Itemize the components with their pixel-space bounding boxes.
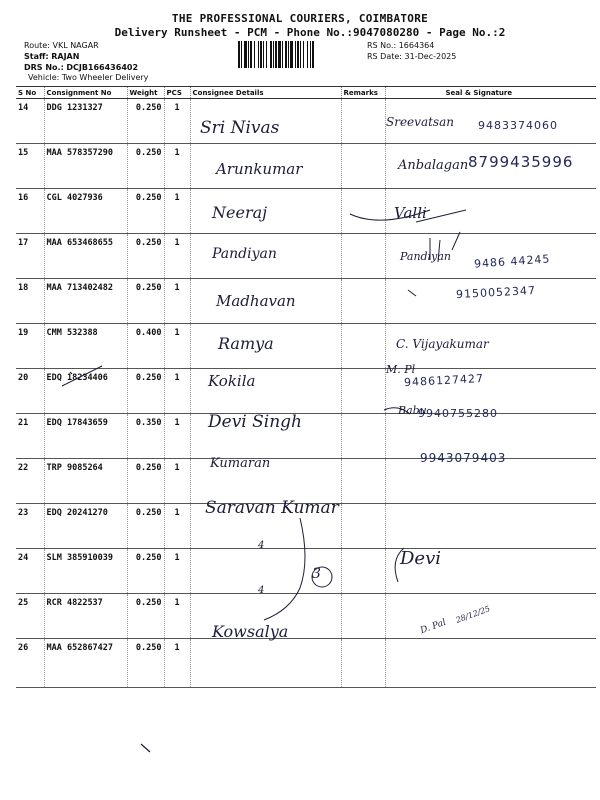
handwritten-name: Kokila [208,372,256,390]
weight-cell: 0.250 [127,234,164,279]
remarks-cell [341,459,385,504]
sno-cell: 26 [16,639,44,688]
consignment-cell: MAA 578357290 [44,144,127,189]
signature: Anbalagan [398,158,469,173]
sno-cell: 24 [16,549,44,594]
rs-date-label: RS Date: [367,52,402,61]
signature: Sreevatsan [386,115,454,129]
weight-cell: 0.250 [127,99,164,144]
weight-cell: 0.250 [127,459,164,504]
consignment-cell: CMM 532388 [44,324,127,369]
sno-cell: 23 [16,504,44,549]
consignment-cell: DDG 1231327 [44,99,127,144]
remarks-cell [341,189,385,234]
signature: Valli [394,204,427,222]
route-value: VKL NAGAR [52,41,99,50]
consignment-cell: EDQ 18234406 [44,369,127,414]
signature-cell [385,459,596,504]
company-title: THE PROFESSIONAL COURIERS, COIMBATORE [171,12,429,25]
sno-cell: 20 [16,369,44,414]
handwritten-phone: 9486127427 [403,371,485,390]
staff-value: RAJAN [51,52,80,61]
handwritten-name: Kumaran [210,456,271,471]
pcs-cell: 1 [164,414,190,459]
consignment-cell: EDQ 20241270 [44,504,127,549]
rs-date-value: 31-Dec-2025 [404,52,457,61]
date-note: 28/12/25 [454,604,492,625]
remarks-cell [341,414,385,459]
vehicle-label: Vehicle: [28,73,60,82]
drs-value: DCJB166436402 [66,63,139,72]
sno-cell: 14 [16,99,44,144]
sno-cell: 16 [16,189,44,234]
consignment-cell: MAA 652867427 [44,639,127,688]
consignment-cell: EDQ 17843659 [44,414,127,459]
handwritten-phone: 8799435996 [468,153,574,171]
remarks-cell [341,504,385,549]
sno-cell: 22 [16,459,44,504]
remarks-cell [341,99,385,144]
weight-cell: 0.250 [127,594,164,639]
remarks-cell [341,369,385,414]
table-row [16,594,596,639]
table-row [16,189,596,234]
weight-cell: 0.250 [127,549,164,594]
sno-cell: 25 [16,594,44,639]
handwritten-name: Arunkumar [216,160,303,178]
sno-cell: 17 [16,234,44,279]
route-label: Route: [24,41,50,50]
staff-line [24,51,79,62]
pcs-cell: 1 [164,144,190,189]
sno-cell: 18 [16,279,44,324]
table-row [16,459,596,504]
runsheet-table [16,86,596,688]
weight-cell: 0.250 [127,144,164,189]
remarks-cell [341,279,385,324]
weight-cell: 0.400 [127,324,164,369]
weight-cell: 0.250 [127,639,164,688]
staff-label: Staff: [24,52,49,61]
handwritten-name: Neeraj [212,203,268,222]
handwritten-name: Ramya [218,334,274,353]
vehicle-value: Two Wheeler Delivery [61,73,149,82]
remarks-cell [341,144,385,189]
consignment-cell: TRP 9085264 [44,459,127,504]
rs-no-value: 1664364 [398,41,435,50]
col-header-consignee: Consignee Details [190,87,341,99]
signature: Babu [398,404,427,417]
col-header-consignment: Consignment No [44,87,127,99]
handwritten-mark: 3 [312,566,321,582]
consignment-cell: CGL 4027936 [44,189,127,234]
table-header-row [16,87,596,99]
pcs-cell: 1 [164,189,190,234]
pcs-cell: 1 [164,639,190,688]
weight-cell: 0.250 [127,504,164,549]
col-header-pcs: PCS [164,87,190,99]
col-header-signature: Seal & Signature [385,87,596,99]
signature: Pandiyan [400,250,451,263]
consignment-cell: RCR 4822537 [44,594,127,639]
table-row [16,324,596,369]
handwritten-mark: 4 [258,540,265,551]
table-row [16,414,596,459]
remarks-cell [341,324,385,369]
handwritten-phone: 9486 44245 [473,252,551,271]
remarks-cell [341,639,385,688]
col-header-sno: S No [16,87,44,99]
handwritten-name: Devi Singh [208,412,302,432]
sno-cell: 19 [16,324,44,369]
sno-cell: 15 [16,144,44,189]
handwritten-phone: 9940755280 [418,407,498,420]
route-line [24,40,99,51]
signature: C. Vijayakumar [396,337,489,351]
consignment-cell: MAA 713402482 [44,279,127,324]
consignee-cell [190,639,341,688]
col-header-remarks: Remarks [341,87,385,99]
pcs-cell: 1 [164,459,190,504]
signature-cell [385,594,596,639]
vehicle-line [28,72,148,83]
handwritten-name: Madhavan [216,292,296,310]
handwritten-phone: 9483374060 [478,119,558,132]
weight-cell: 0.250 [127,279,164,324]
rs-no-line [367,40,434,51]
weight-cell: 0.350 [127,414,164,459]
sno-cell: 21 [16,414,44,459]
signature: Devi [400,548,442,569]
table-row [16,549,596,594]
pcs-cell: 1 [164,504,190,549]
handwritten-name: Pandiyan [212,246,277,262]
runsheet-subtitle: Delivery Runsheet - PCM - Phone No.:9047080280 - Page No.:2 [114,26,506,39]
remarks-cell [341,549,385,594]
weight-cell: 0.250 [127,369,164,414]
handwritten-name: Sri Nivas [200,118,280,138]
signature: D. Pal [419,617,448,637]
signature-cell [385,639,596,688]
rs-no-label: RS No.: [367,41,397,50]
table-row [16,639,596,688]
drs-label: DRS No.: [24,63,64,72]
remarks-cell [341,234,385,279]
weight-cell: 0.250 [127,189,164,234]
pcs-cell: 1 [164,369,190,414]
pcs-cell: 1 [164,99,190,144]
consignment-cell: SLM 385910039 [44,549,127,594]
barcode [238,41,360,68]
handwritten-phone: 9943079403 [420,451,507,465]
handwritten-mark: 4 [258,585,265,596]
handwritten-name: Saravan Kumar [205,498,339,518]
pcs-cell: 1 [164,324,190,369]
rs-date-line [367,51,456,62]
pcs-cell: 1 [164,234,190,279]
pcs-cell: 1 [164,549,190,594]
signature-cell [385,504,596,549]
col-header-weight: Weight [127,87,164,99]
handwritten-name: Kowsalya [212,622,289,641]
remarks-cell [341,594,385,639]
table-row [16,369,596,414]
pcs-cell: 1 [164,594,190,639]
consignment-cell: MAA 653468655 [44,234,127,279]
signature: M. Pl [386,363,416,376]
pcs-cell: 1 [164,279,190,324]
handwritten-phone: 9150052347 [455,283,537,302]
